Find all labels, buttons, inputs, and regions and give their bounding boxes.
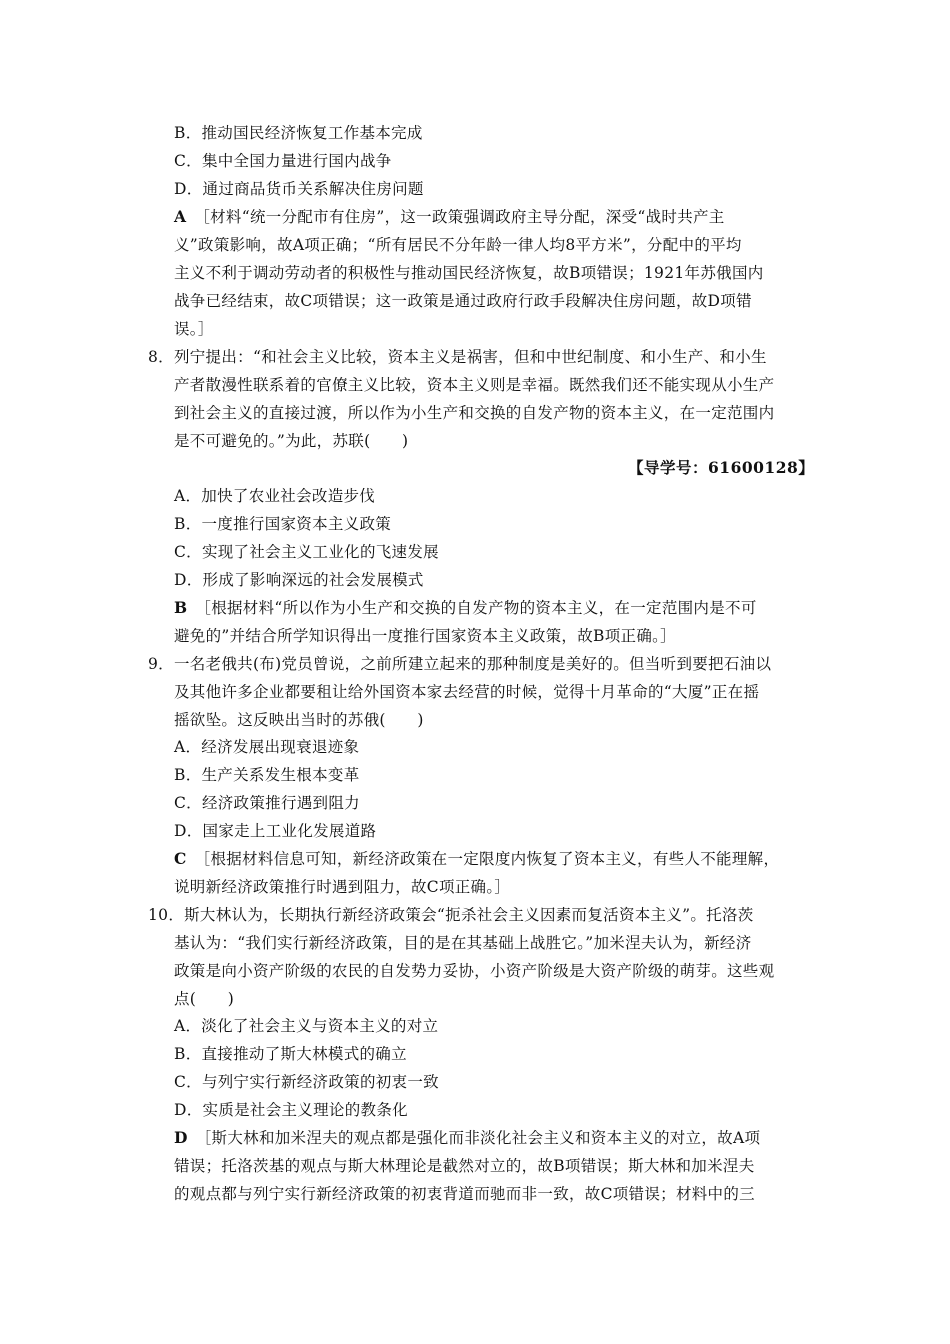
- q9-option-c: C．经济政策推行遇到阻力: [174, 794, 360, 812]
- q10-stem-line-3: 政策是向小资产阶级的农民的自发势力妥协，小资产阶级是大资产阶级的萌芽。这些观: [174, 962, 775, 980]
- q8-explanation-line-2: 避免的”并结合所学知识得出一度推行国家资本主义政策，故B项正确。］: [174, 627, 676, 645]
- q8-answer: B: [174, 598, 188, 617]
- q9-stem-line-3: 摇欲坠。这反映出当时的苏俄( ): [174, 711, 424, 729]
- q8-stem-line-3: 到社会主义的直接过渡，所以作为小生产和交换的自发产物的资本主义，在一定范围内: [174, 404, 775, 422]
- q9-stem-line-2: 及其他许多企业都要租让给外国资本家去经营的时候，觉得十月革命的“大厦”正在摇: [174, 683, 760, 701]
- q9-explanation-line-1: [174, 849, 779, 869]
- q10-explanation-line-1: [174, 1128, 760, 1148]
- q10-explanation-text-1: ［斯大林和加米涅夫的观点都是强化而非淡化社会主义和资本主义的对立，故A项: [195, 1129, 761, 1147]
- q10-option-d: D．实质是社会主义理论的教条化: [174, 1101, 408, 1119]
- q8-option-d: D．形成了影响深远的社会发展模式: [174, 571, 424, 589]
- q10-answer: D: [174, 1128, 188, 1147]
- q8-option-a: A．加快了农业社会改造步伐: [174, 487, 376, 505]
- q8-stem-line-2: 产者散漫性联系着的官僚主义比较，资本主义则是幸福。既然我们还不能实现从小生产: [174, 376, 775, 394]
- q10-stem-line-2: 基认为：“我们实行新经济政策，目的是在其基础上战胜它。”加米涅夫认为，新经济: [174, 934, 752, 952]
- q7-explanation-line-4: 战争已经结束，故C项错误；这一政策是通过政府行政手段解决住房问题，故D项错: [174, 292, 752, 310]
- q9-option-a: A．经济发展出现衰退迹象: [174, 738, 360, 756]
- q7-option-d: D．通过商品货币关系解决住房问题: [174, 180, 424, 198]
- q10-explanation-line-2: 错误；托洛茨基的观点与斯大林理论是截然对立的，故B项错误；斯大林和加米涅夫: [174, 1157, 755, 1175]
- q10-option-c: C．与列宁实行新经济政策的初衷一致: [174, 1073, 439, 1091]
- q9-explanation-line-2: 说明新经济政策推行时遇到阻力，故C项正确。］: [174, 878, 511, 896]
- q10-option-b: B．直接推动了斯大林模式的确立: [174, 1045, 407, 1063]
- q7-option-c: C．集中全国力量进行国内战争: [174, 152, 392, 170]
- q10-stem-line-4: 点( ): [174, 990, 235, 1008]
- q7-explanation-line-5: 误。］: [174, 320, 214, 338]
- q7-answer: A: [174, 207, 187, 226]
- q7-explanation-line-2: 义”政策影响，故A项正确；“所有居民不分年龄一律人均8平方米”，分配中的平均: [174, 236, 742, 254]
- q8-stem-line-4: 是不可避免的。”为此，苏联( ): [174, 432, 409, 450]
- q9-answer: C: [174, 849, 187, 868]
- q7-option-b: B．推动国民经济恢复工作基本完成: [174, 124, 423, 142]
- q8-option-c: C．实现了社会主义工业化的飞速发展: [174, 543, 439, 561]
- q7-explanation-text-1: ［材料“统一分配市有住房”，这一政策强调政府主导分配，深受“战时共产主: [194, 208, 725, 226]
- q8-explanation-text-1: ［根据材料“所以作为小生产和交换的自发产物的资本主义，在一定范围内是不可: [195, 599, 757, 617]
- q10-option-a: A．淡化了社会主义与资本主义的对立: [174, 1017, 439, 1035]
- q7-explanation-line-3: 主义不利于调动劳动者的积极性与推动国民经济恢复，故B项错误；1921年苏俄国内: [174, 264, 764, 282]
- q9-explanation-text-1: ［根据材料信息可知，新经济政策在一定限度内恢复了资本主义，有些人不能理解，: [194, 850, 780, 868]
- q9-option-b: B．生产关系发生根本变革: [174, 766, 360, 784]
- q10-stem-line-1: 10．斯大林认为，长期执行新经济政策会“扼杀社会主义因素而复活资本主义”。托洛茨: [148, 906, 754, 924]
- q7-explanation-line-1: [174, 207, 725, 227]
- q8-stem-line-1: 8．列宁提出：“和社会主义比较，资本主义是祸害，但和中世纪制度、和小生产、和小生: [148, 348, 767, 366]
- q9-option-d: D．国家走上工业化发展道路: [174, 822, 377, 840]
- q10-explanation-line-3: 的观点都与列宁实行新经济政策的初衷背道而驰而非一致，故C项错误；材料中的三: [174, 1185, 755, 1203]
- q8-explanation-line-1: [174, 598, 757, 618]
- q9-stem-line-1: 9．一名老俄共(布)党员曾说，之前所建立起来的那种制度是美好的。但当听到要把石油以: [148, 655, 772, 673]
- q8-option-b: B．一度推行国家资本主义政策: [174, 515, 392, 533]
- guide-number: 【导学号：61600128】: [628, 458, 815, 477]
